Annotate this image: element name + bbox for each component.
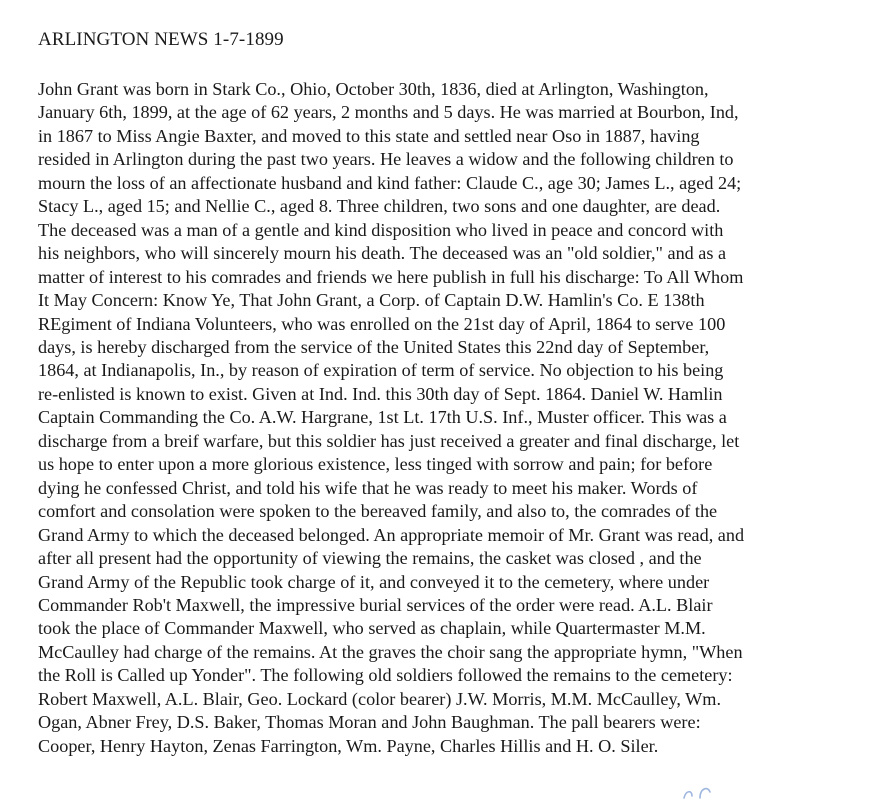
text-line: discharge from a breif warfare, but this soldier has just received a greater and final discharge, let — [38, 430, 740, 451]
text-line: resided in Arlington during the past two years. He leaves a widow and the following children to — [38, 149, 734, 170]
text-line: us hope to enter upon a more glorious existence, less tinged with sorrow and pain; for before — [38, 454, 713, 475]
pen-mark-icon — [680, 780, 720, 800]
text-line: mourn the loss of an affectionate husband and kind father: Claude C., age 30; James L., aged 24; — [38, 172, 742, 193]
text-line: Cooper, Henry Hayton, Zenas Farrington, Wm. Payne, Charles Hillis and H. O. Siler. — [38, 735, 659, 756]
text-line: January 6th, 1899, at the age of 62 years, 2 months and 5 days. He was married at Bourbon, Ind, — [38, 102, 739, 123]
text-line: his neighbors, who will sincerely mourn his death. The deceased was an "old soldier," and as a — [38, 243, 727, 264]
text-line: Captain Commanding the Co. A.W. Hargrane, 1st Lt. 17th U.S. Inf., Muster officer. This was a — [38, 407, 727, 428]
document-title: ARLINGTON NEWS 1-7-1899 — [38, 29, 284, 50]
text-line: in 1867 to Miss Angie Baxter, and moved to this state and settled near Oso in 1887, having — [38, 125, 700, 146]
text-line: John Grant was born in Stark Co., Ohio, October 30th, 1836, died at Arlington, Washington, — [38, 79, 709, 99]
text-line: Grand Army of the Republic took charge of it, and conveyed it to the cemetery, where under — [38, 571, 710, 592]
text-line: re-enlisted is known to exist. Given at Ind. Ind. this 30th day of Sept. 1864. Daniel W. Hamlin — [38, 383, 723, 404]
text-line: comfort and consolation were spoken to the bereaved family, and also to, the comrades of the — [38, 501, 718, 522]
text-line: REgiment of Indiana Volunteers, who was enrolled on the 21st day of April, 1864 to serve 100 — [38, 313, 726, 334]
text-line: Ogan, Abner Frey, D.S. Baker, Thomas Moran and John Baughman. The pall bearers were: — [38, 712, 701, 733]
text-line: took the place of Commander Maxwell, who served as chaplain, while Quartermaster M.M. — [38, 618, 706, 639]
text-line: dying he confessed Christ, and told his wife that he was ready to meet his maker. Words of — [38, 477, 698, 498]
text-line: Grand Army to which the deceased belonged. An appropriate memoir of Mr. Grant was read, and — [38, 524, 745, 545]
text-line: after all present had the opportunity of viewing the remains, the casket was closed , and the — [38, 548, 702, 569]
text-line: days, is hereby discharged from the service of the United States this 22nd day of September, — [38, 336, 710, 357]
text-line: The deceased was a man of a gentle and kind disposition who lived in peace and concord with — [38, 219, 724, 240]
obituary-body — [38, 78, 868, 758]
text-line: McCaulley had charge of the remains. At the graves the choir sang the appropriate hymn, "When — [38, 641, 743, 662]
text-line: Commander Rob't Maxwell, the impressive burial services of the order were read. A.L. Blair — [38, 594, 713, 615]
text-line: 1864, at Indianapolis, In., by reason of expiration of term of service. No objection to his being — [38, 360, 724, 381]
text-line: Stacy L., aged 15; and Nellie C., aged 8. Three children, two sons and one daughter, are dead. — [38, 196, 721, 217]
text-line: matter of interest to his comrades and friends we here publish in full his discharge: To All Whom — [38, 266, 744, 287]
text-line: Robert Maxwell, A.L. Blair, Geo. Lockard (color bearer) J.W. Morris, M.M. McCaulley, Wm. — [38, 688, 721, 709]
text-line: It May Concern: Know Ye, That John Grant, a Corp. of Captain D.W. Hamlin's Co. E 138th — [38, 290, 705, 311]
text-line: the Roll is Called up Yonder". The following old soldiers followed the remains to the cemetery: — [38, 665, 733, 686]
